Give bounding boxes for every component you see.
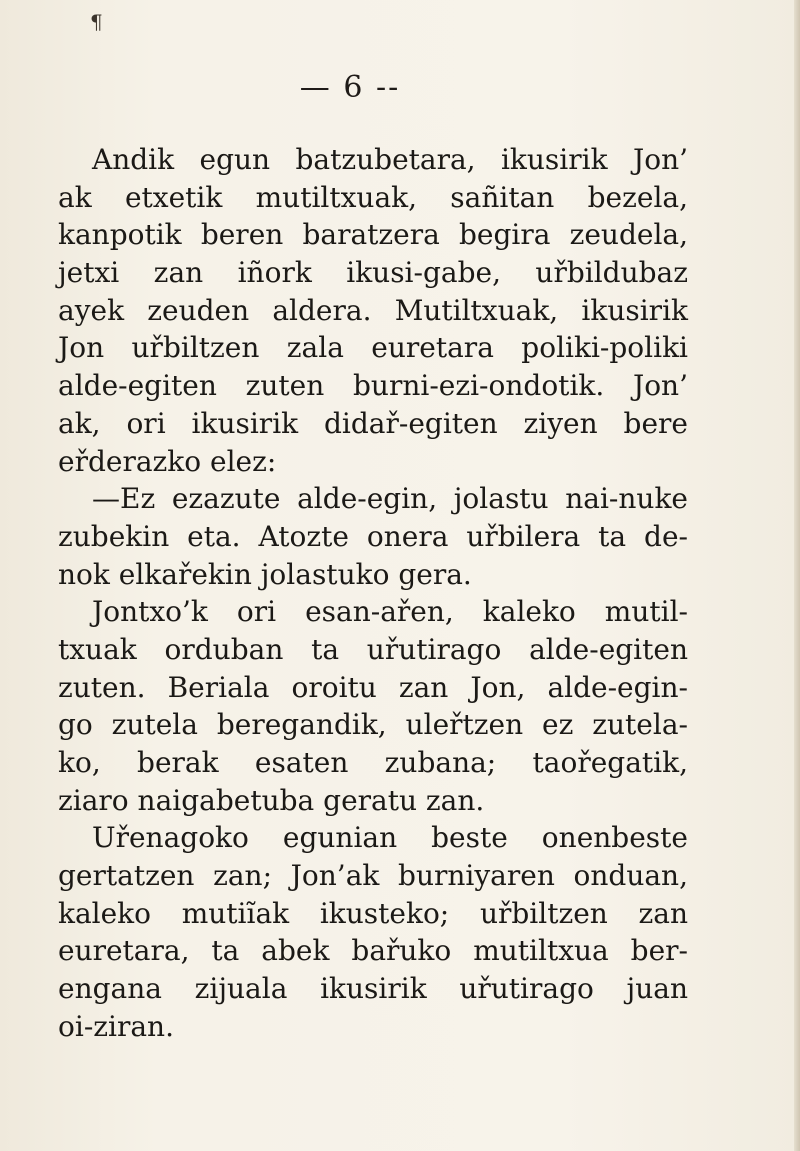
text-line: oi-ziran.: [58, 1009, 174, 1043]
text-line: jetxi zan iñork ikusi-gabe, uřbildubaz: [58, 256, 688, 290]
text-line: ak etxetik mutiltxuak, sañitan bezela,: [58, 180, 688, 214]
text-line: txuak orduban ta uřutirago alde-egiten: [58, 632, 688, 666]
text-line: ak, ori ikusirik didař-egiten ziyen bere: [58, 406, 688, 440]
text-line: ziaro naigabetuba geratu zan.: [58, 783, 485, 817]
text-line: zuten. Beriala oroitu zan Jon, alde-egin-: [58, 670, 688, 704]
text-line: Jontxo’k ori esan-ařen, kaleko mutil-: [92, 595, 688, 629]
text-line: kaleko mutiĩak ikusteko; uřbiltzen zan: [58, 896, 688, 930]
body-text: [58, 141, 688, 1046]
text-line: zubekin eta. Atozte onera uřbilera ta de-: [58, 519, 688, 553]
text-line: Jon uřbiltzen zala euretara poliki-poliki: [58, 331, 688, 365]
text-line: nok elkařekin jolastuko gera.: [58, 557, 472, 591]
text-line: ko, berak esaten zubana; taořegatik,: [58, 746, 688, 779]
text-line: Uřenagoko egunian beste onenbeste: [92, 821, 688, 855]
text-line: —Ez ezazute alde-egin, jolastu nai-nuke: [92, 482, 688, 516]
corner-mark: ¶: [90, 10, 103, 34]
text-line: euretara, ta abek bařuko mutiltxua ber-: [58, 934, 688, 968]
text-line: gertatzen zan; Jon’ak burniyaren onduan,: [58, 859, 688, 893]
text-line: engana zijuala ikusirik uřutirago juan: [58, 972, 688, 1006]
text-line: go zutela beregandik, uleřtzen ez zutela-: [58, 708, 688, 742]
text-line: eřderazko elez:: [58, 444, 277, 478]
page-edge: [794, 0, 800, 1151]
text-line: Andik egun batzubetara, ikusirik Jon’: [92, 143, 688, 176]
text-line: kanpotik beren baratzera begira zeudela,: [58, 218, 688, 252]
page-number: — 6 --: [299, 70, 401, 105]
text-line: ayek zeuden aldera. Mutiltxuak, ikusirik: [58, 293, 688, 327]
text-line: alde-egiten zuten burni-ezi-ondotik. Jon’: [58, 369, 688, 403]
